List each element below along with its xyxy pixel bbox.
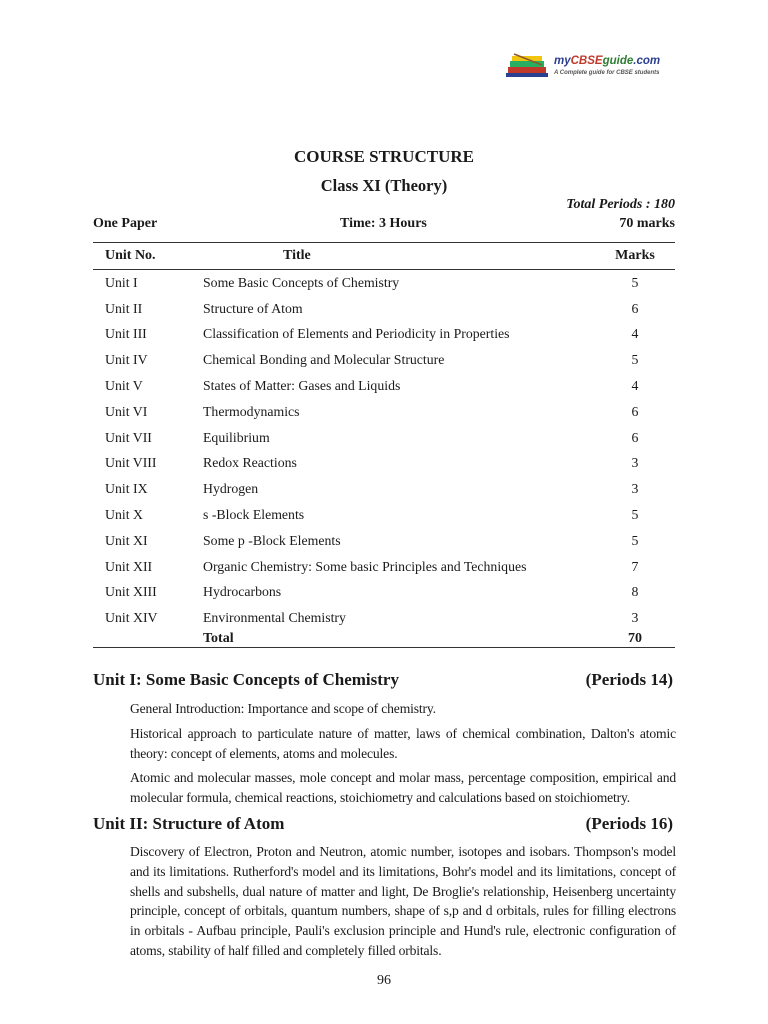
unit1-heading: [93, 670, 673, 690]
exam-time: Time: 3 Hours: [340, 216, 427, 231]
row-marks: 3: [631, 610, 639, 626]
table-total-row: [93, 631, 675, 647]
paper-label: One Paper: [93, 216, 158, 231]
row-marks: 6: [631, 429, 639, 445]
row-title: Equilibrium: [203, 429, 270, 445]
table-row: [93, 296, 675, 322]
table-row: [93, 580, 675, 606]
row-unit: Unit V: [105, 378, 143, 394]
row-marks: 4: [631, 378, 639, 394]
row-marks: 7: [631, 558, 639, 574]
row-title: Thermodynamics: [203, 403, 300, 419]
unit2-heading: [93, 814, 673, 834]
header-marks: Marks: [615, 248, 655, 263]
total-marks-label: 70 marks: [619, 216, 675, 231]
header-title: Title: [283, 248, 311, 263]
table-row: [93, 605, 675, 631]
logo-tagline: A Complete guide for CBSE students: [554, 69, 660, 76]
header-unit: Unit No.: [105, 248, 156, 263]
row-marks: 8: [631, 584, 639, 600]
table-row: [93, 373, 675, 399]
row-unit: Unit IX: [105, 481, 148, 497]
row-marks: 5: [631, 352, 639, 368]
unit1-paragraph: Atomic and molecular masses, mole concept and molar mass, percentage composition, empirical and molecular formula, chemical reactions, stoichiometry and calculations based on stoichiometry.: [130, 770, 676, 805]
table-row: [93, 502, 675, 528]
row-title: Some Basic Concepts of Chemistry: [203, 274, 400, 290]
row-unit: Unit IV: [105, 352, 148, 368]
row-unit: Unit II: [105, 300, 143, 316]
row-marks: 3: [631, 481, 639, 497]
row-marks: 5: [631, 532, 639, 548]
table-row: [93, 554, 675, 580]
books-icon: [506, 53, 550, 79]
row-unit: Unit VI: [105, 403, 148, 419]
table-row: [93, 451, 675, 477]
course-table: [93, 242, 675, 648]
row-title: States of Matter: Gases and Liquids: [203, 378, 401, 394]
total-marks: 70: [628, 631, 642, 647]
table-body: [93, 270, 675, 631]
row-unit: Unit XI: [105, 532, 148, 548]
row-unit: Unit X: [105, 507, 143, 523]
page-title: COURSE STRUCTURE: [294, 147, 474, 166]
total-periods: Total Periods : 180: [566, 197, 675, 212]
unit2-paragraph: Discovery of Electron, Proton and Neutron, atomic number, isotopes and isobars. Thompson's model and its limitations. Rutherford's model and its limitations, Bohr's model and its limitations, concept of shells and subshells, dual nature of matter and light, De Broglie's relationship, Heisenberg uncertainty principle, concept of orbitals, quantum numbers, shape of s,p and d orbitals, rules for filling electrons in orbitals - Aufbau principle, Pauli's exclusion principle and Hund's rule, electronic configuration of atoms, stability of half filled and completely filled orbitals.: [130, 844, 676, 958]
table-row: [93, 347, 675, 373]
unit1-paragraph: Historical approach to particulate nature of matter, laws of chemical combination, Dalton's atomic theory: concept of elements, atoms and molecules.: [130, 726, 676, 761]
row-title: Structure of Atom: [203, 300, 303, 316]
row-unit: Unit I: [105, 274, 138, 290]
row-title: Some p -Block Elements: [203, 532, 341, 548]
row-unit: Unit XIV: [105, 610, 158, 626]
row-title: Chemical Bonding and Molecular Structure: [203, 352, 445, 368]
row-title: Classification of Elements and Periodicity in Properties: [203, 326, 510, 342]
row-title: s -Block Elements: [203, 507, 305, 523]
page-subtitle: Class XI (Theory): [320, 176, 448, 195]
row-unit: Unit III: [105, 326, 147, 342]
total-label: Total: [203, 631, 234, 647]
row-title: Hydrogen: [203, 481, 259, 497]
table-row: [93, 399, 675, 425]
unit1-title: Unit I: Some Basic Concepts of Chemistry: [93, 670, 399, 689]
unit1-periods: (Periods 14): [585, 670, 673, 689]
table-row: [93, 528, 675, 554]
row-marks: 6: [631, 300, 639, 316]
row-title: Environmental Chemistry: [203, 610, 346, 626]
table-row: [93, 476, 675, 502]
logo-name: myCBSEguide.com: [554, 55, 661, 68]
table-row: [93, 270, 675, 296]
table-header: [93, 243, 675, 269]
page-number: 96: [377, 973, 391, 988]
table-row: [93, 425, 675, 451]
unit1-paragraph: General Introduction: Importance and scope of chemistry.: [130, 701, 436, 716]
row-marks: 3: [631, 455, 639, 471]
unit2-title: Unit II: Structure of Atom: [93, 814, 285, 833]
row-title: Organic Chemistry: Some basic Principles and Techniques: [203, 558, 527, 574]
unit2-periods: (Periods 16): [585, 814, 673, 833]
row-title: Redox Reactions: [203, 455, 297, 471]
row-marks: 6: [631, 403, 639, 419]
row-unit: Unit VIII: [105, 455, 157, 471]
row-unit: Unit VII: [105, 429, 152, 445]
row-marks: 4: [631, 326, 639, 342]
row-unit: Unit XII: [105, 558, 153, 574]
table-bottom-rule: [93, 647, 675, 648]
row-title: Hydrocarbons: [203, 584, 282, 600]
table-row: [93, 322, 675, 348]
site-logo[interactable]: [506, 52, 671, 80]
row-unit: Unit XIII: [105, 584, 157, 600]
row-marks: 5: [631, 274, 639, 290]
row-marks: 5: [631, 507, 639, 523]
